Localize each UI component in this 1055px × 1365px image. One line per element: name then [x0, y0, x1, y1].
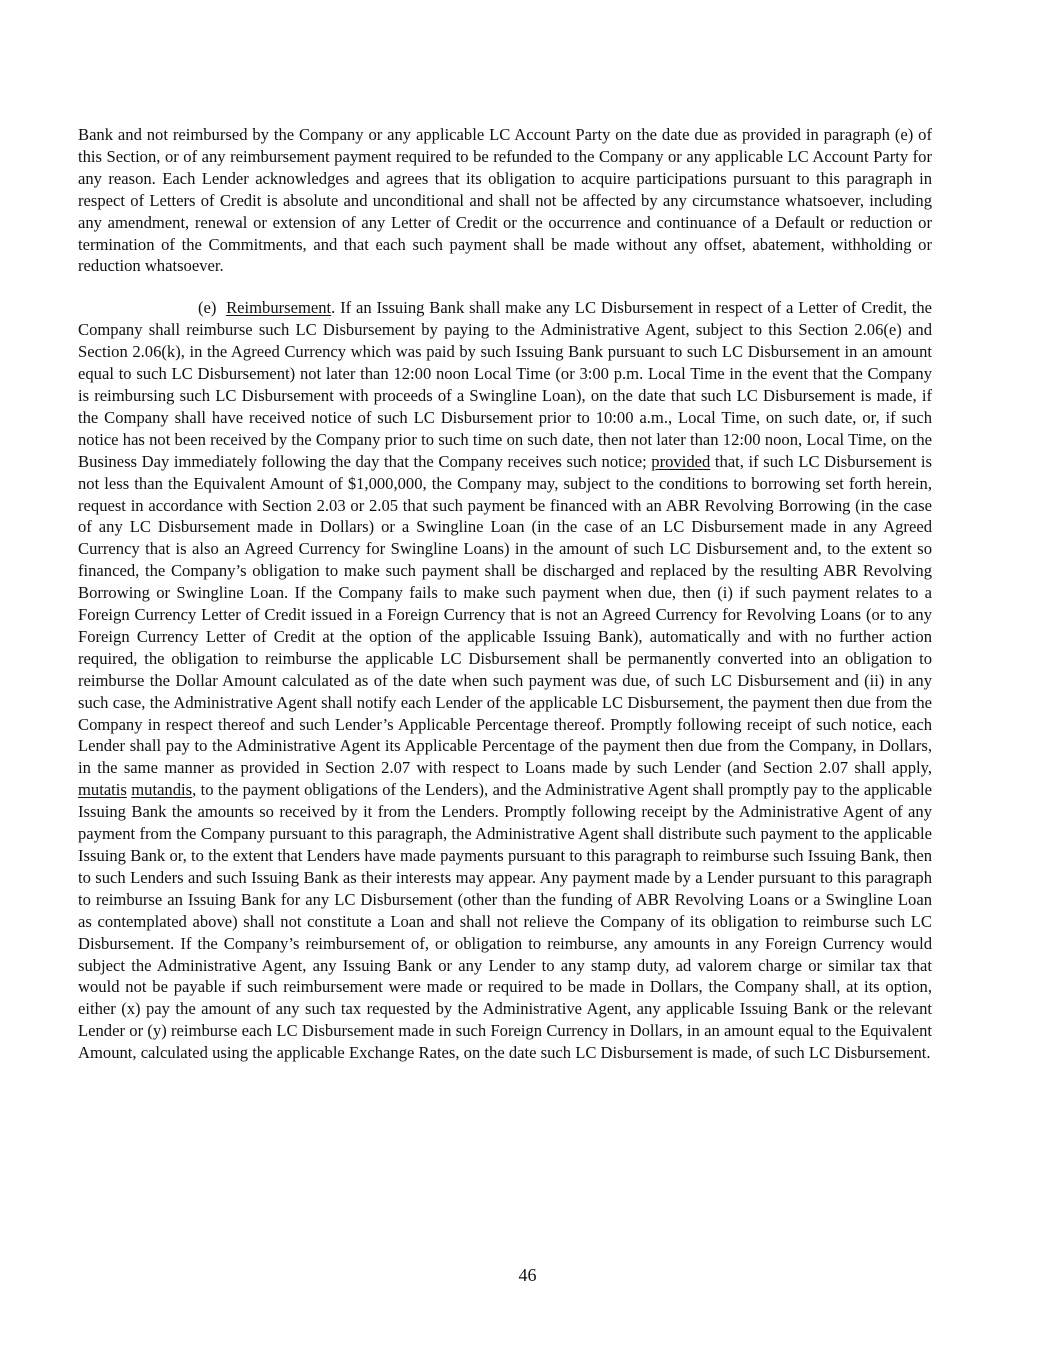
term-mutatis: mutatis	[78, 780, 127, 800]
term-provided: provided	[651, 451, 711, 471]
section-heading-reimbursement: Reimbursement	[226, 298, 332, 318]
paragraph-reimbursement	[78, 297, 932, 1064]
paragraph-text-b: that, if such LC Disbursement is not less than the Equivalent Amount of $1,000,000, the Company may, subject to the conditions to borrowing set forth herein, request in accordance with Section 2.03 or 2.05 that such payment be financed with an ABR Revolving Borrowing (in the case of any LC Disbursement made in Dollars) or a Swingline Loan (in the case of an LC Disbursement made in any Agreed Currency that is also an Agreed Currency for Swingline Loans) in the amount of such LC Disbursement and, to the extent so financed, the Company’s obligation to make such payment shall be discharged and replaced by the resulting ABR Revolving Borrowing or Swingline Loan. If the Company fails to make such payment when due, then (i) if such payment relates to a Foreign Currency Letter of Credit issued in a Foreign Currency that is not an Agreed Currency for Revolving Loans (or to any Foreign Currency Letter of Credit at the option of the applicable Issuing Bank), automatically and with no further action required, the obligation to reimburse the applicable LC Disbursement shall be permanently converted into an obligation to reimburse the Dollar Amount calculated as of the date when such payment was due, of such LC Disbursement and (ii) in any such case, the Administrative Agent shall notify each Lender of the applicable LC Disbursement, the payment then due from the Company in respect thereof and such Lender’s Applicable Percentage thereof. Promptly following receipt of such notice, each Lender shall pay to the Administrative Agent its Applicable Percentage of the payment then due from the Company, in Dollars, in the same manner as provided in Section 2.07 with respect to Loans made by such Lender (and Section 2.07 shall apply,	[78, 451, 932, 778]
paragraph-continuation: Bank and not reimbursed by the Company or any applicable LC Account Party on the date due as provided in paragraph (e) of this Section, or of any reimbursement payment required to be refunded to the Company or any applicable LC Account Party for any reason. Each Lender acknowledges and agrees that its obligation to acquire participations pursuant to this paragraph in respect of Letters of Credit is absolute and unconditional and shall not be affected by any circumstance whatsoever, including any amendment, renewal or extension of any Letter of Credit or the occurrence and continuance of a Default or reduction or termination of the Commitments, and that each such payment shall be made without any offset, abatement, withholding or reduction whatsoever.	[78, 125, 932, 276]
paragraph-text-a: . If an Issuing Bank shall make any LC Disbursement in respect of a Letter of Credit, the Company shall reimburse such LC Disbursement by paying to the Administrative Agent, subject to this Section 2.06(e) and Section 2.06(k), in the Agreed Currency which was paid by such Issuing Bank pursuant to such LC Disbursement in an amount equal to such LC Disbursement) not later than 12:00 noon Local Time (or 3:00 p.m. Local Time in the event that the Company is reimbursing such LC Disbursement with proceeds of a Swingline Loan), on the date that such LC Disbursement is made, if the Company shall have received notice of such LC Disbursement prior to 10:00 a.m., Local Time, on such date, or, if such notice has not been received by the Company prior to such time on such date, then not later than 12:00 noon, Local Time, on the Business Day immediately following the day that the Company receives such notice;	[78, 298, 932, 471]
term-mutandis: mutandis	[131, 780, 193, 800]
paragraph-text-c: , to the payment obligations of the Lenders), and the Administrative Agent shall promptly pay to the applicable Issuing Bank the amounts so received by it from the Lenders. Promptly following receipt by the Administrative Agent of any payment from the Company pursuant to this paragraph, the Administrative Agent shall distribute such payment to the applicable Issuing Bank or, to the extent that Lenders have made payments pursuant to this paragraph to reimburse such Issuing Bank, then to such Lenders and such Issuing Bank as their interests may appear. Any payment made by a Lender pursuant to this paragraph to reimburse an Issuing Bank for any LC Disbursement (other than the funding of ABR Revolving Loans or a Swingline Loan as contemplated above) shall not constitute a Loan and shall not relieve the Company of its obligation to reimburse such LC Disbursement. If the Company’s reimbursement of, or obligation to reimburse, any amounts in any Foreign Currency would subject the Administrative Agent, any Issuing Bank or any Lender to any stamp duty, ad valorem charge or similar tax that would not be payable if such reimbursement were made or required to be made in Dollars, the Company shall, at its option, either (x) pay the amount of any such tax requested by the Administrative Agent, any applicable Issuing Bank or the relevant Lender or (y) reimburse each LC Disbursement made in such Foreign Currency in Dollars, in an amount equal to the Equivalent Amount, calculated using the applicable Exchange Rates, on the date such LC Disbursement is made, of such LC Disbursement.	[78, 780, 932, 1063]
page-number: 46	[518, 1265, 537, 1285]
document-page	[78, 124, 932, 1064]
paragraph-label: (e)	[198, 298, 217, 318]
